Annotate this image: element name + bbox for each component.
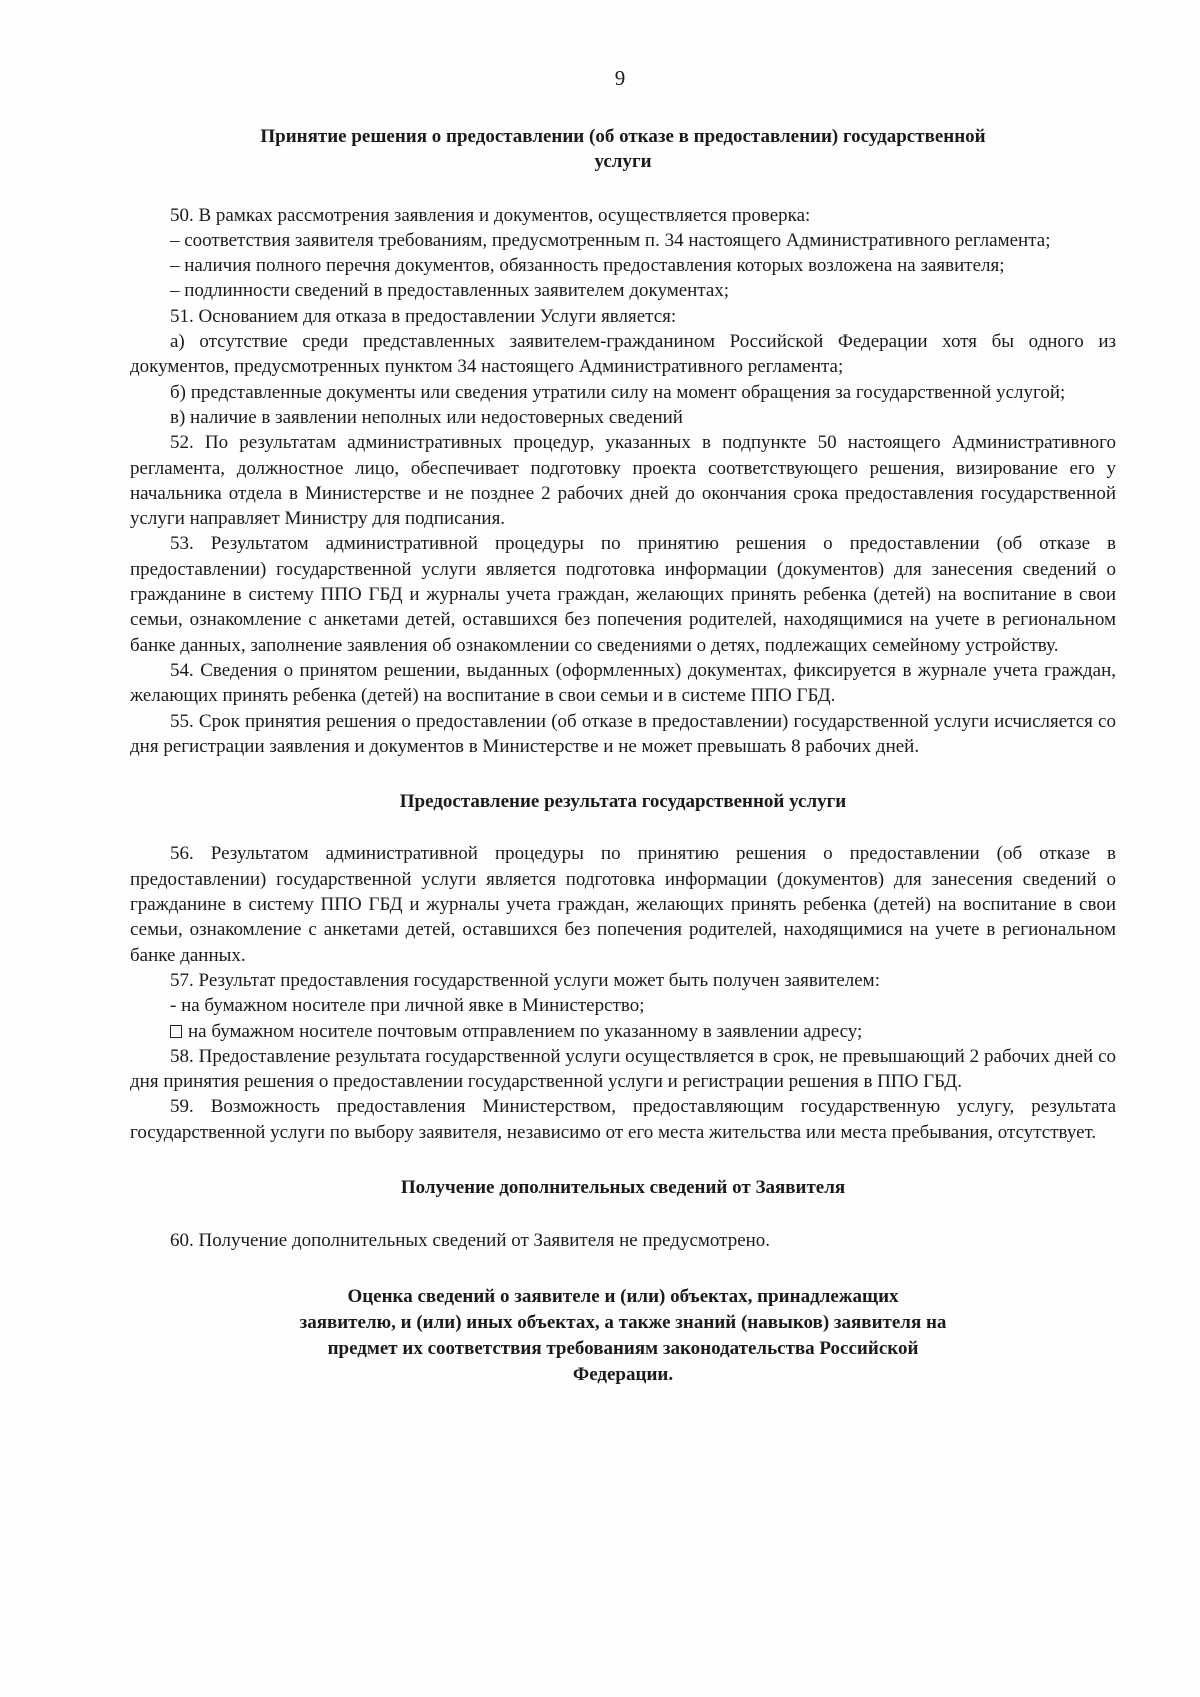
document-body [130, 124, 1116, 1388]
paragraph-60: 60. Получение дополнительных сведений от Заявителя не предусмотрено. [170, 1230, 771, 1252]
list-item-check-requirements: – соответствия заявителя требованиям, предусмотренным п. 34 настоящего Административного регламента; [170, 229, 1051, 251]
paragraph-51: 51. Основанием для отказа в предоставлении Услуги является: [170, 305, 677, 327]
section-heading-result: Предоставление результата государственной услуги [399, 791, 847, 813]
section-heading-decision [130, 124, 1116, 175]
heading-line: Принятие решения о предоставлении (об отказе в предоставлении) государственной [260, 126, 986, 147]
list-item-check-authenticity: – подлинности сведений в предоставленных заявителем документах; [170, 280, 730, 302]
paragraph-55: 55. Срок принятия решения о предоставлении (об отказе в предоставлении) государственной услуги исчисляется со дня регистрации заявления и документов в Министерстве и не может превышать 8 рабочих дней. [130, 710, 1116, 757]
paragraph-51-b: б) представленные документы или сведения утратили силу на момент обращения за государственной услугой; [170, 381, 1066, 403]
page-number: 9 [614, 66, 626, 90]
heading-line: Федерации. [572, 1363, 674, 1385]
paragraph-57: 57. Результат предоставления государственной услуги может быть получен заявителем: [170, 969, 880, 991]
section-heading-assessment [130, 1284, 1116, 1388]
heading-line: Оценка сведений о заявителе и (или) объектах, принадлежащих [347, 1285, 899, 1307]
list-item-postal [130, 1019, 1116, 1044]
paragraph-51-v: в) наличие в заявлении неполных или недостоверных сведений [170, 406, 683, 428]
heading-line: заявителю, и (или) иных объектах, а также знаний (навыков) заявителя на [299, 1311, 947, 1333]
paragraph-58: 58. Предоставление результата государственной услуги осуществляется в срок, не превышающий 2 рабочих дней со дня принятия решения о предоставлении государственной услуги и регистрации решения в ППО ГБД. [130, 1045, 1116, 1093]
checkbox-glyph-icon [170, 1025, 182, 1038]
paragraph-51-a: а) отсутствие среди представленных заявителем-гражданином Российской Федерации хотя бы одного из документов, предусмотренных пунктом 34 настоящего Административного регламента; [130, 331, 1116, 378]
paragraph-52: 52. По результатам административных процедур, указанных в подпункте 50 настоящего Административного регламента, должностное лицо, обеспечивает подготовку проекта соответствующего решения, визирование его у начальника отдела в Министерстве и не позднее 2 рабочих дней до окончания срока предоставления государственной услуги направляет Министру для подписания. [130, 432, 1116, 530]
list-item-check-documents: – наличия полного перечня документов, обязанность предоставления которых возложена на заявителя; [170, 255, 1005, 277]
paragraph-59: 59. Возможность предоставления Министерством, предоставляющим государственную услугу, результата государственной услуги по выбору заявителя, независимо от его места жительства или места пребывания, отсутствует. [130, 1096, 1116, 1143]
list-item-personal-visit: - на бумажном носителе при личной явке в Министерство; [170, 995, 645, 1017]
heading-line: предмет их соответствия требованиям законодательства Российской [327, 1337, 919, 1359]
list-item-postal-text: на бумажном носителе почтовым отправлением по указанному в заявлении адресу; [188, 1020, 863, 1042]
paragraph-54: 54. Сведения о принятом решении, выданных (оформленных) документах, фиксируется в журнале учета граждан, желающих принять ребенка (детей) на воспитание в свои семьи и в системе ППО ГБД. [130, 659, 1116, 707]
section-heading-additional-info: Получение дополнительных сведений от Заявителя [400, 1176, 846, 1198]
paragraph-53: 53. Результатом административной процедуры по принятию решения о предоставлении (об отказе в предоставлении) государственной услуги является подготовка информации (документов) для занесения сведений о гражданине в систему ППО ГБД и журналы учета граждан, желающих принять ребенка (детей) на воспитание в свои семьи, ознакомление с анкетами детей, оставшихся без попечения родителей, находящимися на учете в региональном банке данных, заполнение заявления об ознакомлении со сведениями о детях, подлежащих семейному устройству. [130, 533, 1116, 656]
paragraph-50: 50. В рамках рассмотрения заявления и документов, осуществляется проверка: [170, 204, 811, 226]
heading-line: услуги [594, 151, 652, 173]
paragraph-56: 56. Результатом административной процедуры по принятию решения о предоставлении (об отказе в предоставлении) государственной услуги является подготовка информации (документов) для занесения сведений о гражданине в систему ППО ГБД и журналы учета граждан, желающих принять ребенка (детей) на воспитание в свои семьи, ознакомление с анкетами детей, оставшихся без попечения родителей, находящимися на учете в региональном банке данных. [130, 843, 1116, 966]
